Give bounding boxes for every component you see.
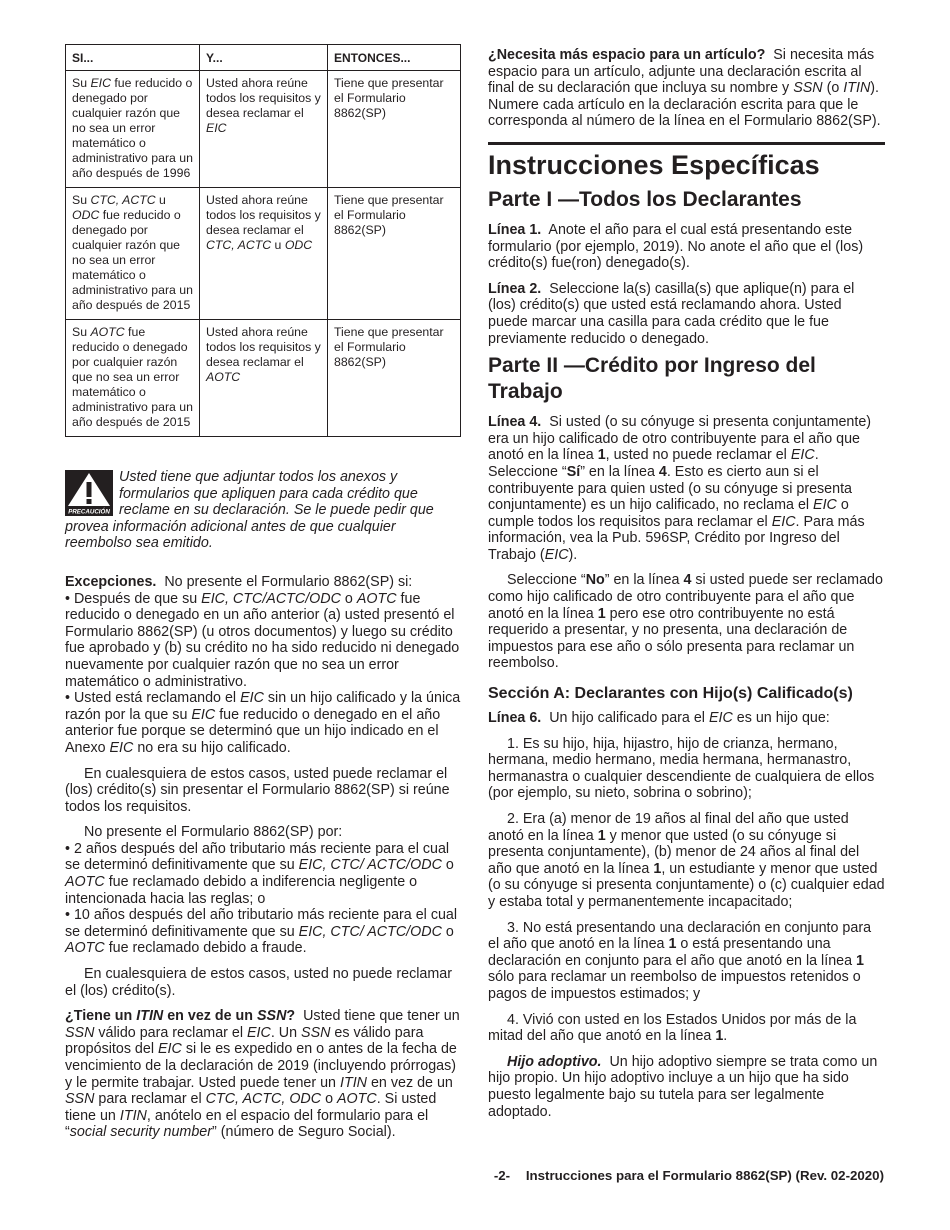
caution-icon: [65, 470, 113, 516]
part-1-title: Parte I —Todos los Declarantes: [488, 187, 802, 211]
line-4-no-paragraph: Seleccione “No” en la línea 4 si usted puede ser reclamado como hijo calificado de otro contribuyente para el año que anotó en la línea 1 pero ese otro contribuyente no está requerido a presentar, y no presenta, una declaración de impuestos para ese año o sólo presenta para reclamar un reembolso.: [488, 572, 883, 672]
caution-note: [65, 469, 461, 552]
table-header-row: [66, 45, 461, 71]
exception-bullet: • Usted está reclamando el EIC sin un hijo calificado y la única razón por la que su EIC fue reducido o denegado en el año anterior fue porque se determinó que un hijo indicado en el Anexo EIC no era su hijo calificado.: [65, 690, 461, 756]
left-column: [65, 44, 461, 1141]
table-cell: Usted ahora reúne todos los requisitos y desea reclamar el AOTC: [200, 320, 328, 437]
table-cell: Su AOTC fue reducido o denegado por cualquier razón que no sea un error matemático o administrativo para un año después de 2015: [66, 320, 200, 437]
line-2-paragraph: Línea 2. Seleccione la(s) casilla(s) que aplique(n) para el (los) crédito(s) que usted está reclamando ahora. Usted puede marcar una casilla para cada crédito que le fue previamente reducido o denegado.: [488, 280, 855, 347]
table-cell: Usted ahora reúne todos los requisitos y desea reclamar el EIC: [200, 71, 328, 188]
part-2-title: Parte II —Crédito por Ingreso del Trabajo: [488, 354, 816, 404]
conditions-table: [65, 44, 461, 437]
caution-icon-label: PRECAUCIÓN: [68, 508, 110, 516]
table-header-si: SI...: [66, 45, 200, 71]
exceptions-intro: Excepciones. No presente el Formulario 8862(SP) si:: [65, 573, 413, 590]
exception-bullet: • Después de que su EIC, CTC/ACTC/ODC o AOTC fue reducido o denegado en un año anterior (a) usted presentó el Formulario 8862(SP) (u otros documentos) y luego su crédito fue aprobado y (b) su crédito no ha sido reducido ni denegado nuevamente por cualquier razón que no sea un error matemático o administrativo.: [65, 590, 460, 690]
table-row: [66, 188, 461, 320]
table-row: [66, 71, 461, 188]
table-cell: Usted ahora reúne todos los requisitos y desea reclamar el CTC, ACTC u ODC: [200, 188, 328, 320]
list-item: 3. No está presentando una declaración en conjunto para el año que anotó en la línea 1 o está presentando una declaración en conjunto para el año que anotó en la línea 1 sólo para reclamar un reembolso de impuestos retenidos o pagos de impuestos estimados; y: [488, 919, 872, 1002]
adopted-child-paragraph: Hijo adoptivo. Un hijo adoptivo siempre se trata como un hijo propio. Un hijo adoptivo incluye a un hijo que ha sido puesto legalmente bajo su tutela para ser legalmente adoptado.: [488, 1053, 878, 1120]
exception-bullet: • 10 años después del año tributario más reciente para el cual se determinó definitivamente que su EIC, CTC/ ACTC/ODC o AOTC fue reclamado debido a fraude.: [65, 907, 458, 957]
footer-title: Instrucciones para el Formulario 8862(SP) (Rev. 02-2020): [525, 1168, 884, 1183]
list-item: 4. Vivió con usted en los Estados Unidos por más de la mitad del año que anotó en la línea 1.: [488, 1011, 857, 1045]
right-column: [488, 44, 885, 1120]
itin-paragraph: ¿Tiene un ITIN en vez de un SSN? Usted tiene que tener un SSN válido para reclamar el EIC. Un SSN es válido para propósitos del EIC si le es expedido en o antes de la fecha de vencimiento de la declaración de 2019 (incluyendo prórrogas) y le permite trabajar. Usted puede tener un ITIN en vez de un SSN para reclamar el CTC, ACTC, ODC o AOTC. Si usted tiene un ITIN, anótelo en el espacio del formulario para el “social security number” (número de Seguro Social).: [65, 1008, 460, 1141]
line-6-paragraph: Línea 6. Un hijo calificado para el EIC es un hijo que:: [488, 710, 830, 727]
table-cell: Tiene que presentar el Formulario 8862(SP): [328, 71, 461, 188]
exception-bullet: • 2 años después del año tributario más reciente para el cual se determinó definitivamente que su EIC, CTC/ ACTC/ODC o AOTC fue reclamado debido a indiferencia negligente o intencionada hacia las reglas; o: [65, 840, 454, 907]
table-header-y: Y...: [200, 45, 328, 71]
table-row: [66, 320, 461, 437]
page-footer: [494, 1168, 884, 1183]
table-cell: Su CTC, ACTC u ODC fue reducido o denegado por cualquier razón que no sea un error matemático o administrativo para un año después de 2015: [66, 188, 200, 320]
list-item: 2. Era (a) menor de 19 años al final del año que usted anotó en la línea 1 y menor que usted (o su cónyuge si presenta conjuntamente), (b) menor de 24 años al final del año que anotó en la línea 1, un estudiante y menor que usted (o su cónyuge si presenta conjuntamente) o (c) cualquier edad y estaba total y permanentemente incapacitado;: [488, 811, 885, 910]
page-number: -2-: [493, 1168, 511, 1183]
exceptions-paragraph: En cualesquiera de estos casos, usted puede reclamar el (los) crédito(s) sin presentar el Formulario 8862(SP) si reúne todos los requisitos.: [65, 765, 450, 815]
table-cell: Tiene que presentar el Formulario 8862(SP): [328, 188, 461, 320]
line-1-paragraph: Línea 1. Anote el año para el cual está presentando este formulario (por ejemplo, 2019). No anote el año que el (los) crédito(s) fue(ron) denegado(s).: [488, 221, 864, 272]
table-header-entonces: ENTONCES...: [328, 45, 461, 71]
exceptions-paragraph: No presente el Formulario 8862(SP) por:: [84, 824, 343, 841]
section-a-title: Sección A: Declarantes con Hijo(s) Calificado(s): [488, 685, 853, 703]
table-cell: Tiene que presentar el Formulario 8862(SP): [328, 320, 461, 437]
caution-text: Usted tiene que adjuntar todos los anexos y formularios que apliquen para cada crédito que reclame en su declaración. Se le puede pedir que provea información adicional antes de que cualquier reembolso sea emitido.: [65, 469, 434, 552]
line-4-paragraph: Línea 4. Si usted (o su cónyuge si presenta conjuntamente) era un hijo calificado de otro contribuyente para el año que anotó en la línea 1, usted no puede reclamar el EIC. Seleccione “Sí” en la línea 4. Esto es cierto aun si el contribuyente para quien usted (o su cónyuge si presenta conjuntamente) es un hijo calificado, no reclama el EIC o cumple todos los requisitos para reclamar el EIC. Para más información, vea la Pub. 596SP, Crédito por Ingreso del Trabajo (EIC).: [488, 414, 872, 563]
list-item: 1. Es su hijo, hija, hijastro, hijo de crianza, hermano, hermana, medio hermano, media hermana, hermanastro, hermanastra o cualquier descendiente de cualquiera de ellos (por ejemplo, su nieto, sobrina o sobrino);: [488, 735, 875, 802]
more-space-paragraph: ¿Necesita más espacio para un artículo? Si necesita más espacio para un artículo, adjunte una declaración escrita al final de su declaración que incluya su nombre y SSN (o ITIN). Numere cada artículo en la declaración escrita para que le corresponda al número de la línea en el Formulario 8862(SP).: [488, 47, 881, 130]
table-cell: Su EIC fue reducido o denegado por cualquier razón que no sea un error matemático o administrativo para un año después de 1996: [66, 71, 200, 188]
section-title: Instrucciones Específicas: [488, 142, 885, 181]
exceptions-paragraph: En cualesquiera de estos casos, usted no puede reclamar el (los) crédito(s).: [65, 966, 452, 999]
